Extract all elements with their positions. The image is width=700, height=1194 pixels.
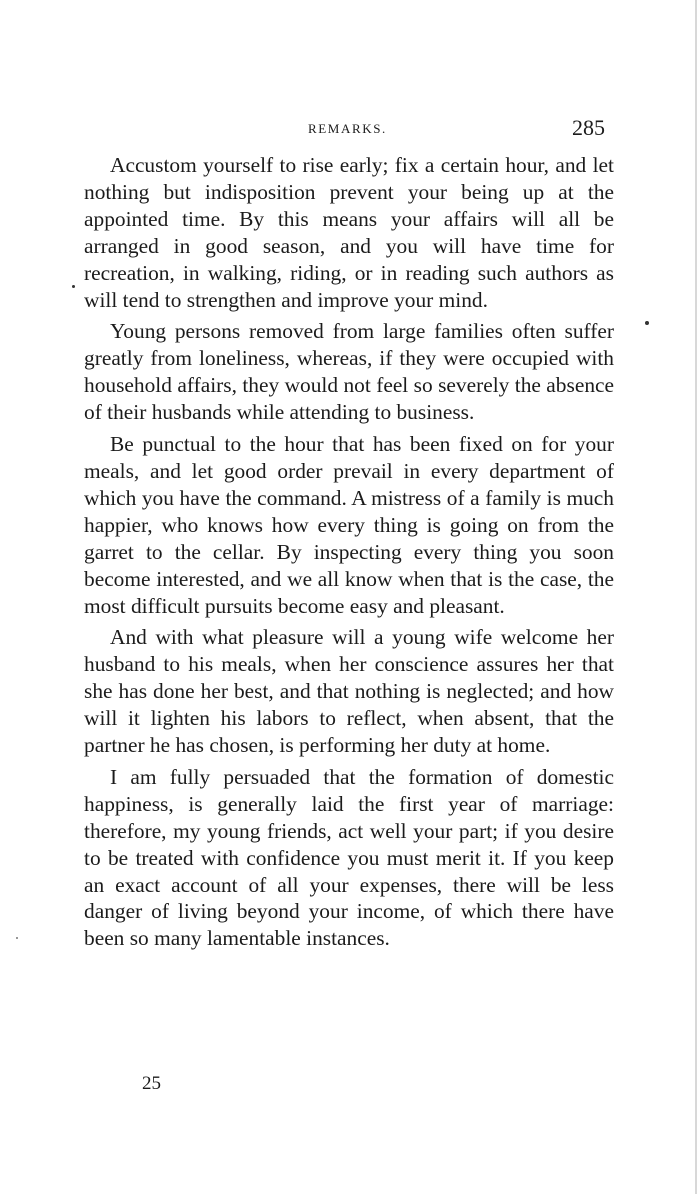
ink-speck [645, 321, 649, 325]
paragraph-domestic-happiness: I am fully persuaded that the formation of domestic happiness, is generally laid the first year of marriage: therefore, my young friends, act well your part; if you desire to be treated with confidence you must merit it. If you keep an exact account of all your expenses, there will be less danger of living beyond your income, of which there have been so many lamentable instances. [84, 764, 614, 951]
paragraph-be-punctual: Be punctual to the hour that has been fixed on for your meals, and let good order prevail in every department of which you have the command. A mistress of a family is much happier, who knows how every thing is going on from the garret to the cellar. By inspecting every thing you soon become interested, and we all know when that is the case, the most difficult pursuits become easy and pleasant. [84, 432, 614, 618]
page-edge-line [695, 0, 697, 1194]
running-head: REMARKS. [308, 121, 387, 136]
ink-speck [16, 937, 18, 939]
ink-speck [72, 285, 75, 288]
paragraph-young-wife: And with what pleasure will a young wife welcome her husband to his meals, when her conscience assures her that she has done her best, and that nothing is neglected; and how will it lighten his labors to reflect, when absent, that the partner he has chosen, is performing her duty at home. [84, 625, 614, 758]
paragraph-young-persons: Young persons removed from large families often suffer greatly from loneliness, whereas, if they were occupied with household affairs, they would not feel so severely the absence of their husbands while attending to business. [84, 319, 614, 425]
paragraph-rise-early: Accustom yourself to rise early; fix a certain hour, and let nothing but indisposition prevent your being up at the appointed time. By this means your affairs will all be arranged in good season, and you will have time for recreation, in walking, riding, or in reading such authors as will tend to strengthen and improve your mind. [84, 153, 614, 312]
body-text [84, 152, 614, 952]
page-number: 285 [572, 115, 605, 140]
signature-mark: 25 [142, 1073, 161, 1094]
